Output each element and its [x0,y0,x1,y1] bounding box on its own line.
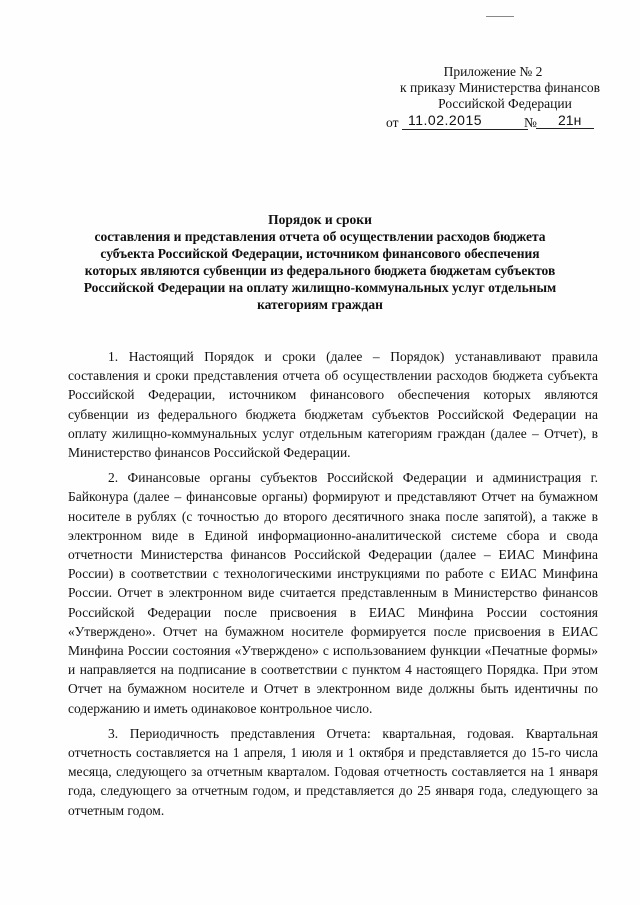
appendix-label: Приложение № 2 [443,64,543,79]
paragraph-2: 2. Финансовые органы субъектов Российской Федерации и администрация г. Байконура (далее – финансовые органы) формируют и представляют Отчет на бумажном носителе в рублях (с точностью до второго десятичного знака после запятой), а также в электронном виде в Единой информационно-аналитической системе сбора и свода отчетности Министерства финансов Российской Федерации (далее – ЕИАС Минфина России) в соответствии с технологическими инструкциями по работе с ЕИАС Минфина России. Отчет в электронном виде считается представленным в Министерство финансов Российской Федерации после присвоения в ЕИАС Минфина России состояния «Утверждено». Отчет на бумажном носителе формируется после присвоения в ЕИАС Минфина России состояния «Утверждено» с использованием функции «Печатные формы» и направляется на подписание в соответствии с пунктом 4 настоящего Порядка. При этом Отчет на бумажном носителе и Отчет в электронном виде должны быть идентичны по содержанию и иметь одинаковое контрольное число. [68,470,598,716]
order-reference: к приказу Министерства финансов [400,80,600,95]
ministry-name: Российской Федерации [438,96,572,111]
title-line: Порядок и сроки [268,212,372,227]
order-number: 21н [536,112,594,129]
paragraph-1: 1. Настоящий Порядок и сроки (далее – Порядок) устанавливают правила составления и сроки представления отчета об осуществлении расходов бюджета субъекта Российской Федерации, источником финансового обеспечения которых являются субвенции из федерального бюджета бюджетам субъектов Российской Федерации на оплату жилищно-коммунальных услуг отдельным категориям граждан (далее – Отчет), в Министерство финансов Российской Федерации. [68,349,598,461]
document-body [68,347,598,826]
title-line: Российской Федерации на оплату жилищно-коммунальных услуг отдельным [83,280,557,295]
order-date-number [386,112,600,132]
scan-mark [486,16,514,17]
order-date: 11.02.2015 [402,112,528,130]
title-line: субъекта Российской Федерации, источником финансового обеспечения [100,246,540,261]
title-line: которых являются субвенции из федерального бюджета бюджетам субъектов [84,263,556,278]
title-line: составления и представления отчета об осуществлении расходов бюджета [94,229,546,244]
document-title [60,211,580,313]
date-prefix: от [386,115,399,130]
paragraph-3: 3. Периодичность представления Отчета: квартальная, годовая. Квартальная отчетность составляется на 1 апреля, 1 июля и 1 октября и представляется до 15-го числа месяца, следующего за отчетным кварталом. Годовая отчетность составляется на 1 января года, следующего за отчетным годом, и представляется до 25 января года, следующего за отчетным годом. [68,725,598,818]
number-prefix: № [524,115,537,130]
appendix-block [380,64,600,112]
title-line: категориям граждан [257,297,383,312]
